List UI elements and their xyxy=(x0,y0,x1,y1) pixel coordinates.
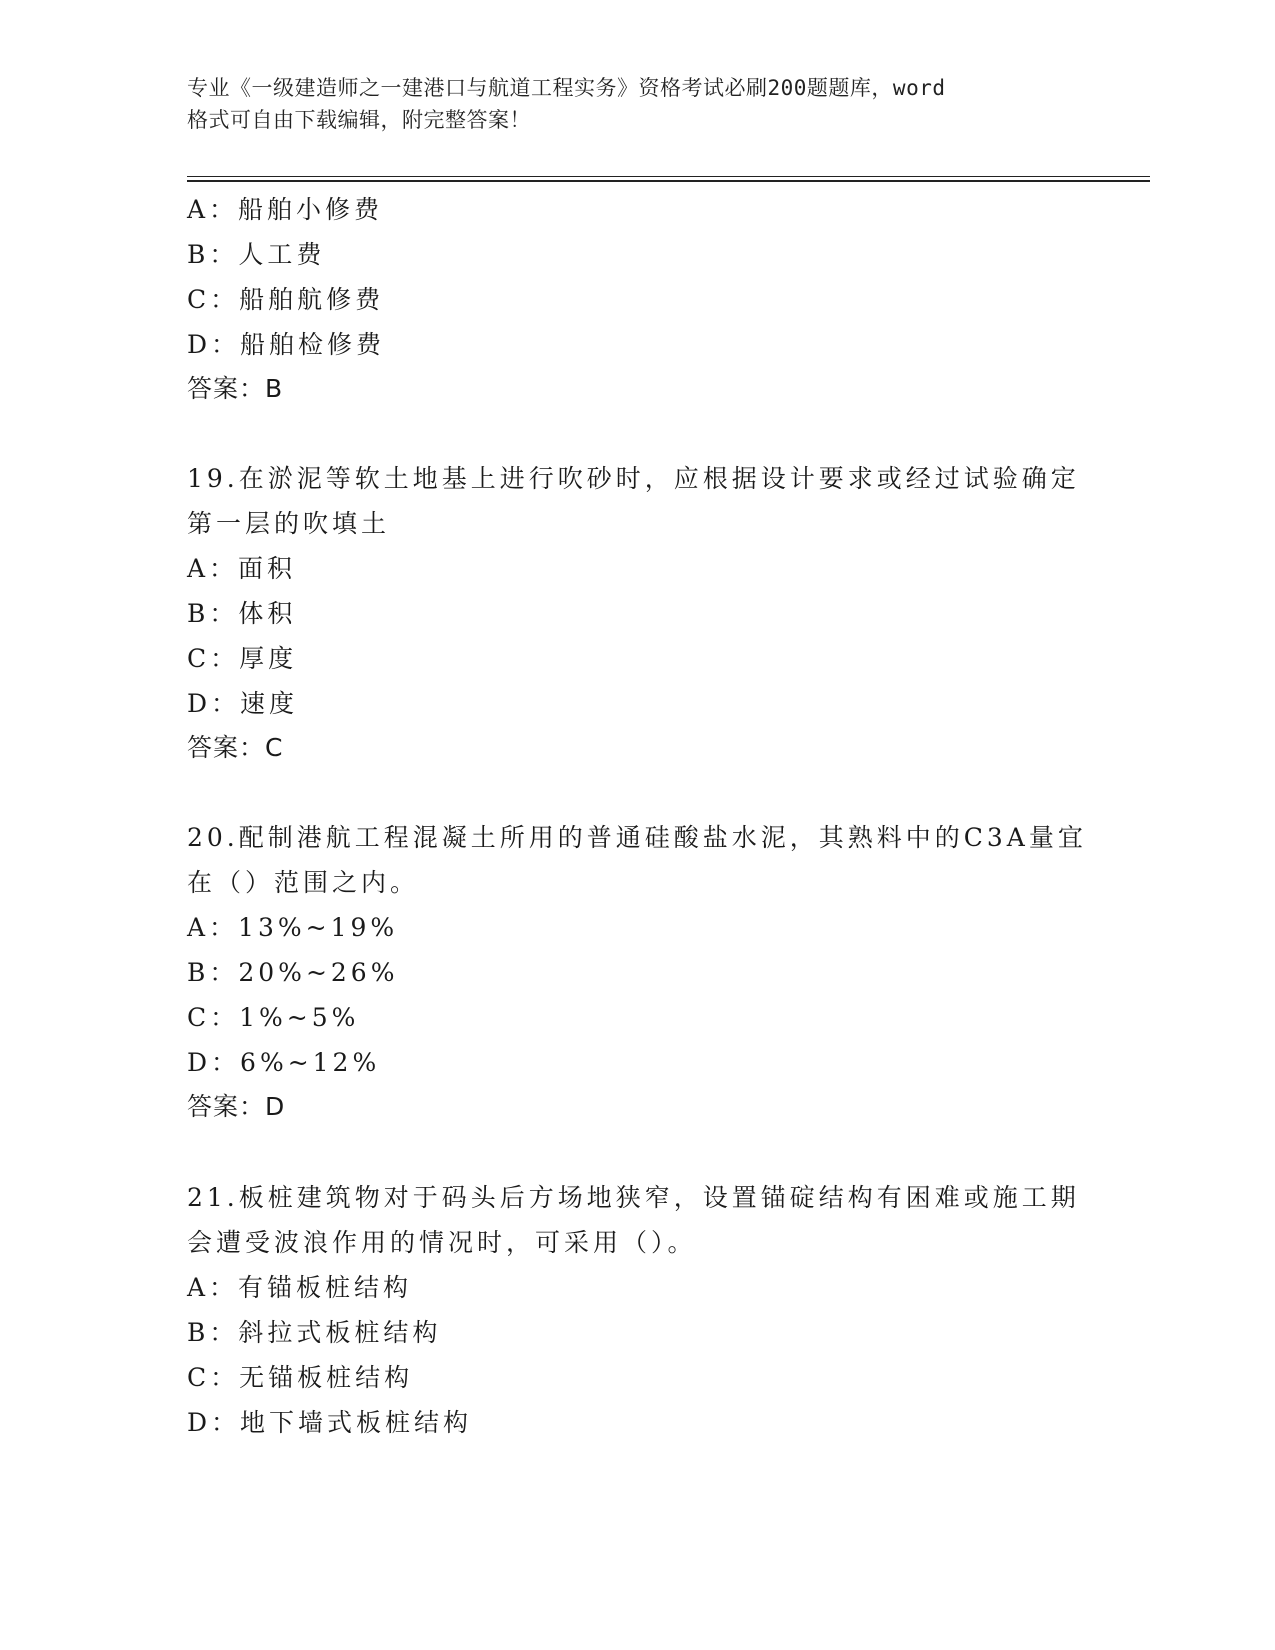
q20-option-b: B：20%~26% xyxy=(187,958,399,987)
q19-stem-line-2: 第一层的吹填土 xyxy=(187,509,391,538)
q21-option-d: D：地下墙式板桩结构 xyxy=(187,1408,473,1437)
prev-answer: 答案：B xyxy=(187,374,284,403)
q19-option-a: A：面积 xyxy=(187,554,297,583)
q19-answer: 答案：C xyxy=(187,733,284,762)
header-title-line-2: 格式可自由下载编辑，附完整答案！ xyxy=(187,108,531,132)
q20-option-c: C：1%~5% xyxy=(187,1003,360,1032)
q21-stem-line-2: 会遭受波浪作用的情况时，可采用（）。 xyxy=(187,1228,697,1257)
q20-answer: 答案：D xyxy=(187,1092,286,1121)
prev-option-a: A：船舶小修费 xyxy=(187,195,384,224)
document-header xyxy=(187,72,1067,136)
header-divider-thick xyxy=(187,180,1150,182)
header-divider-thin xyxy=(187,176,1150,177)
q19-option-d: D：速度 xyxy=(187,689,299,718)
q20-stem-line-1: 20.配制港航工程混凝土所用的普通硅酸盐水泥，其熟料中的C3A量宜 xyxy=(187,823,1087,852)
q19-stem-line-1: 19.在淤泥等软土地基上进行吹砂时，应根据设计要求或经过试验确定 xyxy=(187,464,1080,493)
q21-option-a: A：有锚板桩结构 xyxy=(187,1273,413,1302)
prev-option-b: B：人工费 xyxy=(187,240,326,269)
q19-option-c: C：厚度 xyxy=(187,644,298,673)
header-title-line-1: 专业《一级建造师之一建港口与航道工程实务》资格考试必刷200题题库，word xyxy=(187,76,946,100)
q21-stem-line-1: 21.板桩建筑物对于码头后方场地狭窄，设置锚碇结构有困难或施工期 xyxy=(187,1183,1080,1212)
q19-option-b: B：体积 xyxy=(187,599,297,628)
prev-option-c: C：船舶航修费 xyxy=(187,285,385,314)
q20-stem-line-2: 在（）范围之内。 xyxy=(187,868,420,897)
prev-option-d: D：船舶检修费 xyxy=(187,330,386,359)
q21-option-c: C：无锚板桩结构 xyxy=(187,1363,414,1392)
q20-option-d: D：6%~12% xyxy=(187,1048,381,1077)
q20-option-a: A：13%~19% xyxy=(187,913,399,942)
q21-option-b: B：斜拉式板桩结构 xyxy=(187,1318,442,1347)
